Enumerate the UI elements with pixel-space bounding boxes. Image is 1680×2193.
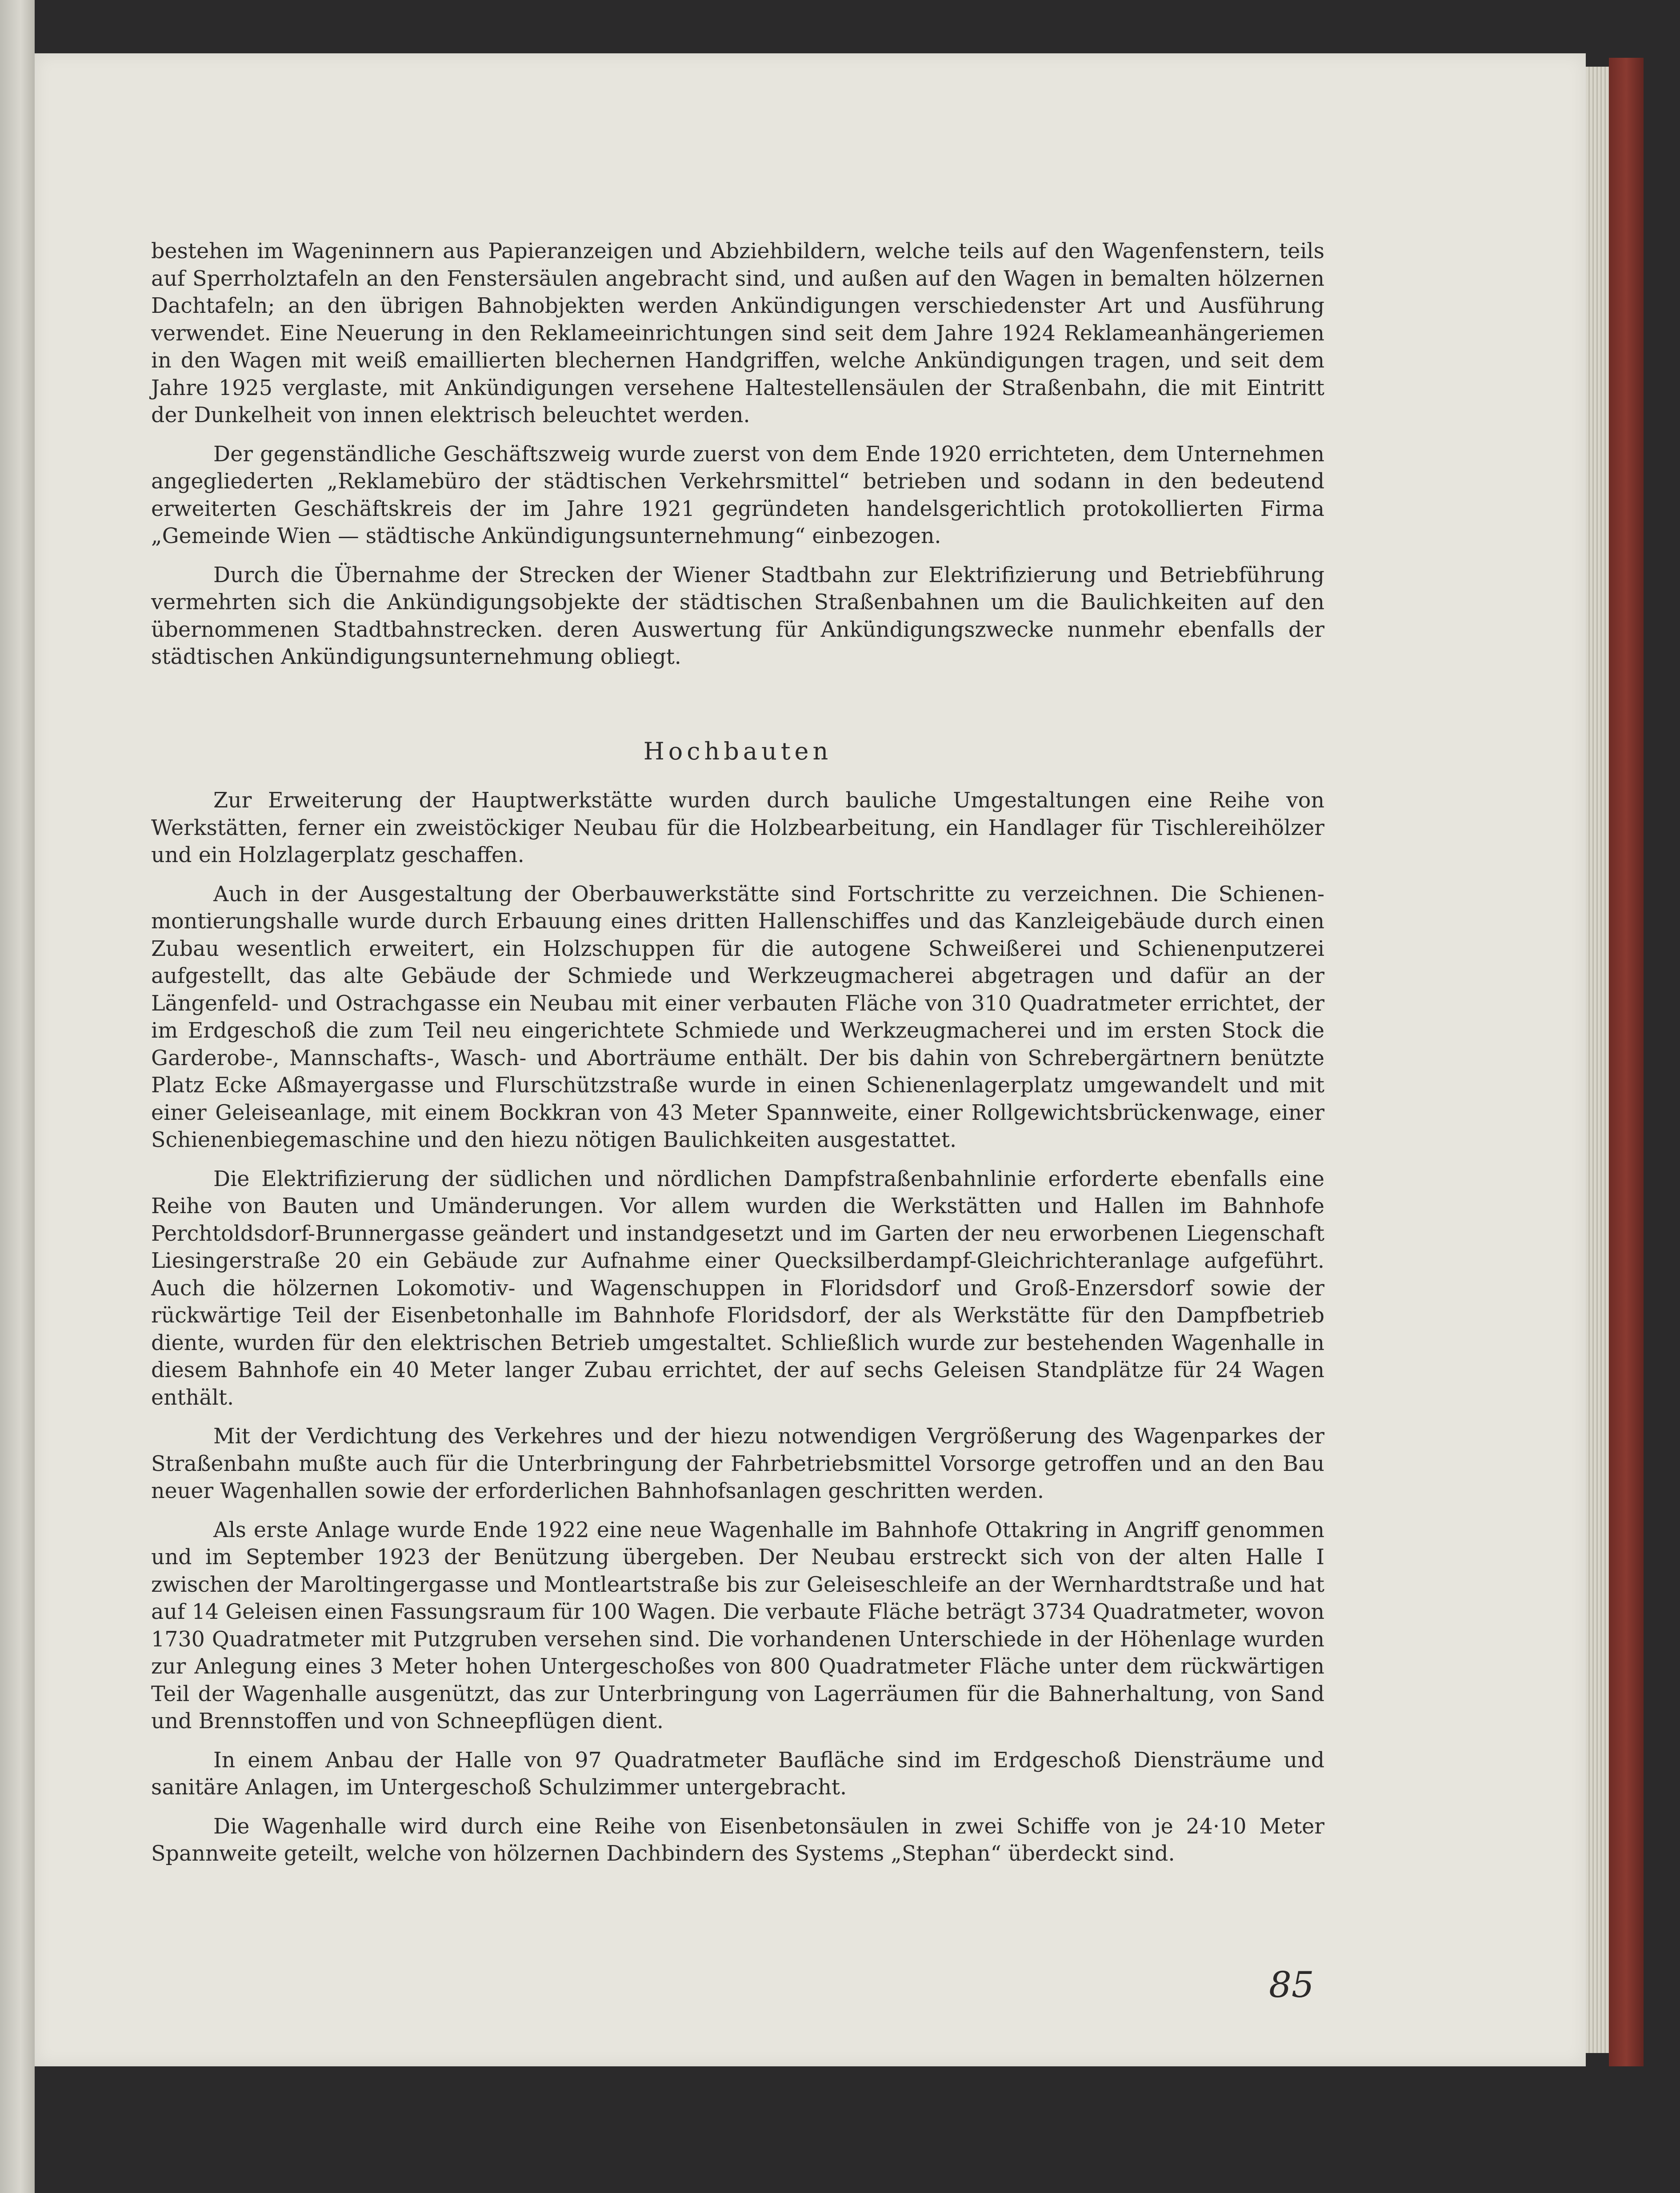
paragraph-section-2: Auch in der Ausgestaltung der Oberbauwerkstätte sind Fortschritte zu verzeichnen. Die Schienenmontierungshalle wurde durch Erbauung eines dritten Hallenschiffes und das Kanzleigebäude durch einen Zubau wesentlich erweitert, ein Holzschuppen für die autogene Schweißerei und Schienenputzerei aufgestellt, das alte Gebäude der Schmiede und Werkzeugmacherei abgetragen und dafür an der Längenfeld- und Ostrachgasse ein Neubau mit einer verbauten Fläche von 310 Quadratmeter errichtet, der im Erdgeschoß die zum Teil neu eingerichtete Schmiede und Werkzeugmacherei und im ersten Stock die Garderobe-, Mannschafts-, Wasch- und Aborträume enthält. Der bis dahin von Schrebergärtnern benützte Platz Ecke Aßmayergasse und Flurschützstraße wurde in einen Schienenlagerplatz umgewandelt und mit einer Geleiseanlage, mit einem Bockkran von 43 Meter Spannweite, einer Rollgewichtsbrückenwage, einer Schienenbiegemaschine und den hiezu nötigen Baulichkeiten ausgestattet. (151, 882, 1324, 1152)
paragraph-section-7: Die Wagenhalle wird durch eine Reihe von Eisenbetonsäulen in zwei Schiffe von je 24·10 Meter Spannweite geteilt, welche von hölzernen Dachbindern des Systems „Stephan“ überdeckt sind. (151, 1814, 1324, 1866)
page-number: 85 (1269, 1964, 1314, 2005)
paragraph-intro-2: Der gegenständliche Geschäftszweig wurde zuerst von dem Ende 1920 errichteten, dem Unternehmen angegliederten „Reklamebüro der städtischen Verkehrsmittel“ betrieben und sodann in den bedeutend erweiterten Geschäftskreis der im Jahre 1921 gegründeten handelsgerichtlich protokollierten Firma „Gemeinde Wien — städtische Ankündigungsunternehmung“ einbezogen. (151, 442, 1324, 548)
page-text (151, 238, 1324, 1879)
paragraph-intro-3: Durch die Übernahme der Strecken der Wiener Stadtbahn zur Elektrifizierung und Betriebführung vermehrten sich die Ankündigungsobjekte der städtischen Straßenbahnen um die Baulichkeiten auf den übernommenen Stadtbahnstrecken. deren Auswertung für Ankündigungszwecke nunmehr ebenfalls der städtischen Ankündigungsunternehmung obliegt. (151, 563, 1324, 669)
paragraph-section-1: Zur Erweiterung der Hauptwerkstätte wurden durch bauliche Umgestaltungen eine Reihe von Werkstätten, ferner ein zweistöckiger Neubau für die Holzbearbeitung, ein Handlager für Tischlereihölzer und ein Holzlagerplatz geschaffen. (151, 788, 1324, 867)
paragraph-section-5: Als erste Anlage wurde Ende 1922 eine neue Wagenhalle im Bahnhofe Ottakring in Angriff genommen und im September 1923 der Benützung übergeben. Der Neubau erstreckt sich von der alten Halle I zwischen der Maroltingergasse und Montleartstraße bis zur Geleiseschleife an der Wernhardtstraße und hat auf 14 Geleisen einen Fassungsraum für 100 Wagen. Die verbaute Fläche beträgt 3734 Quadratmeter, wovon 1730 Quadratmeter mit Putzgruben versehen sind. Die vorhandenen Unterschiede in der Höhenlage wurden zur Anlegung eines 3 Meter hohen Untergeschoßes von 800 Quadratmeter Fläche unter dem rückwärtigen Teil der Wagenhalle ausgenützt, das zur Unterbringung von Lagerräumen für die Bahnerhaltung, von Sand und Brennstoffen und von Schneepflügen dient. (151, 1518, 1324, 1734)
page-stack-edge (1586, 67, 1609, 2053)
facing-page-edge (0, 0, 35, 2193)
paragraph-section-3: Die Elektrifizierung der südlichen und nördlichen Dampfstraßenbahnlinie erforderte ebenfalls eine Reihe von Bauten und Umänderungen. Vor allem wurden die Werkstätten und Hallen im Bahnhofe Perchtoldsdorf-Brunnergasse geändert und instandgesetzt und im Garten der neu erworbenen Liegenschaft Liesingerstraße 20 ein Gebäude zur Aufnahme einer Quecksilberdampf-Gleichrichteranlage aufgeführt. Auch die hölzernen Lokomotiv- und Wagenschuppen in Floridsdorf und Groß-Enzersdorf sowie der rückwärtige Teil der Eisenbetonhalle im Bahnhofe Floridsdorf, der als Werkstätte für den Dampfbetrieb diente, wurden für den elektrischen Betrieb umgestaltet. Schließlich wurde zur bestehenden Wagenhalle in diesem Bahnhofe ein 40 Meter langer Zubau errichtet, der auf sechs Geleisen Standplätze für 24 Wagen enthält. (151, 1166, 1324, 1410)
book-cover-edge (1609, 58, 1644, 2066)
paragraph-section-4: Mit der Verdichtung des Verkehres und der hiezu notwendigen Vergrößerung des Wagenparkes der Straßenbahn mußte auch für die Unterbringung der Fahrbetriebsmittel Vorsorge getroffen und an den Bau neuer Wagenhallen sowie der erforderlichen Bahnhofsanlagen geschritten werden. (151, 1424, 1324, 1503)
section-heading: Hochbauten (643, 737, 832, 765)
paragraph-intro-1: bestehen im Wageninnern aus Papieranzeigen und Abziehbildern, welche teils auf den Wagenfenstern, teils auf Sperrholztafeln an den Fenstersäulen angebracht sind, und außen auf den Wagen in bemalten hölzernen Dachtafeln; an den übrigen Bahnobjekten werden Ankündigungen verschiedenster Art und Ausführung verwendet. Eine Neuerung in den Reklameeinrichtungen sind seit dem Jahre 1924 Reklameanhängeriemen in den Wagen mit weiß emaillierten blechernen Handgriffen, welche Ankündigungen tragen, und seit dem Jahre 1925 verglaste, mit Ankündigungen versehene Haltestellensäulen der Straßenbahn, die mit Eintritt der Dunkelheit von innen elektrisch beleuchtet werden. (151, 239, 1324, 427)
paragraph-section-6: In einem Anbau der Halle von 97 Quadratmeter Baufläche sind im Erdgeschoß Diensträume und sanitäre Anlagen, im Untergeschoß Schulzimmer untergebracht. (151, 1748, 1324, 1800)
